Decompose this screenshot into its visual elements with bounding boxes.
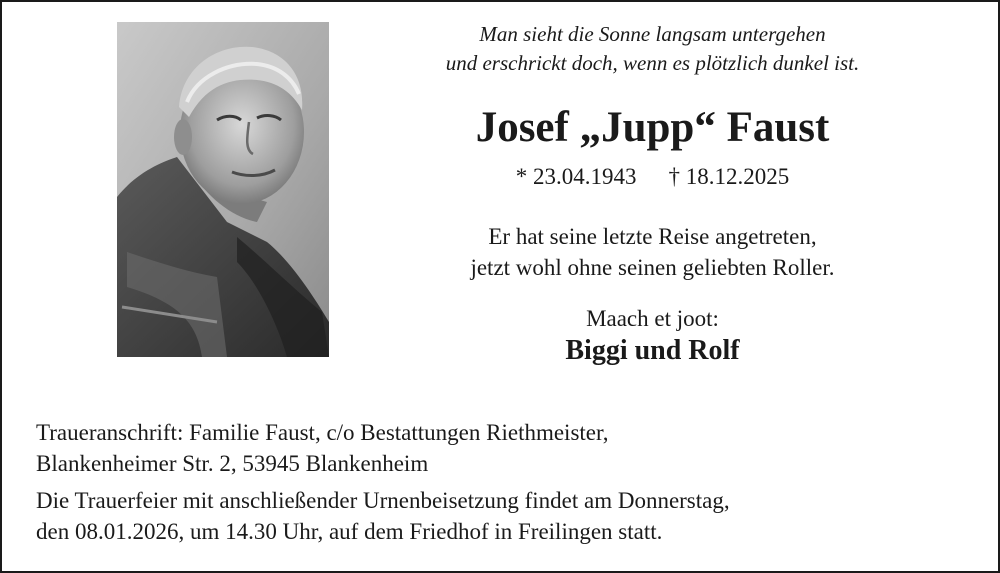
address-line-1: Traueranschrift: Familie Faust, c/o Bestattungen Riethmeister, xyxy=(36,420,609,445)
quote-line-2: und erschrickt doch, wenn es plötzlich dunkel ist. xyxy=(445,51,860,75)
birth-date: * 23.04.1943 xyxy=(515,164,637,189)
memorial-quote xyxy=(370,20,935,78)
portrait-photo xyxy=(117,22,329,357)
death-date: † 18.12.2025 xyxy=(668,164,790,189)
portrait-image xyxy=(117,22,329,357)
tribute-line-1: Er hat seine letzte Reise angetreten, xyxy=(488,224,817,249)
mourning-address xyxy=(36,417,976,479)
ceremony-details xyxy=(36,485,976,547)
address-line-2: Blankenheimer Str. 2, 53945 Blankenheim xyxy=(36,451,429,476)
deceased-name: Josef „Jupp“ Faust xyxy=(475,104,830,151)
ceremony-line-2: den 08.01.2026, um 14.30 Uhr, auf dem Friedhof in Freilingen statt. xyxy=(36,519,663,544)
life-dates xyxy=(370,162,935,192)
quote-line-1: Man sieht die Sonne langsam untergehen xyxy=(479,22,826,46)
farewell-greeting: Maach et joot: xyxy=(586,306,719,331)
tribute-text xyxy=(370,221,935,283)
signers-names: Biggi und Rolf xyxy=(565,335,740,366)
tribute-line-2: jetzt wohl ohne seinen geliebten Roller. xyxy=(470,255,835,280)
ceremony-line-1: Die Trauerfeier mit anschließender Urnenbeisetzung findet am Donnerstag, xyxy=(36,488,730,513)
